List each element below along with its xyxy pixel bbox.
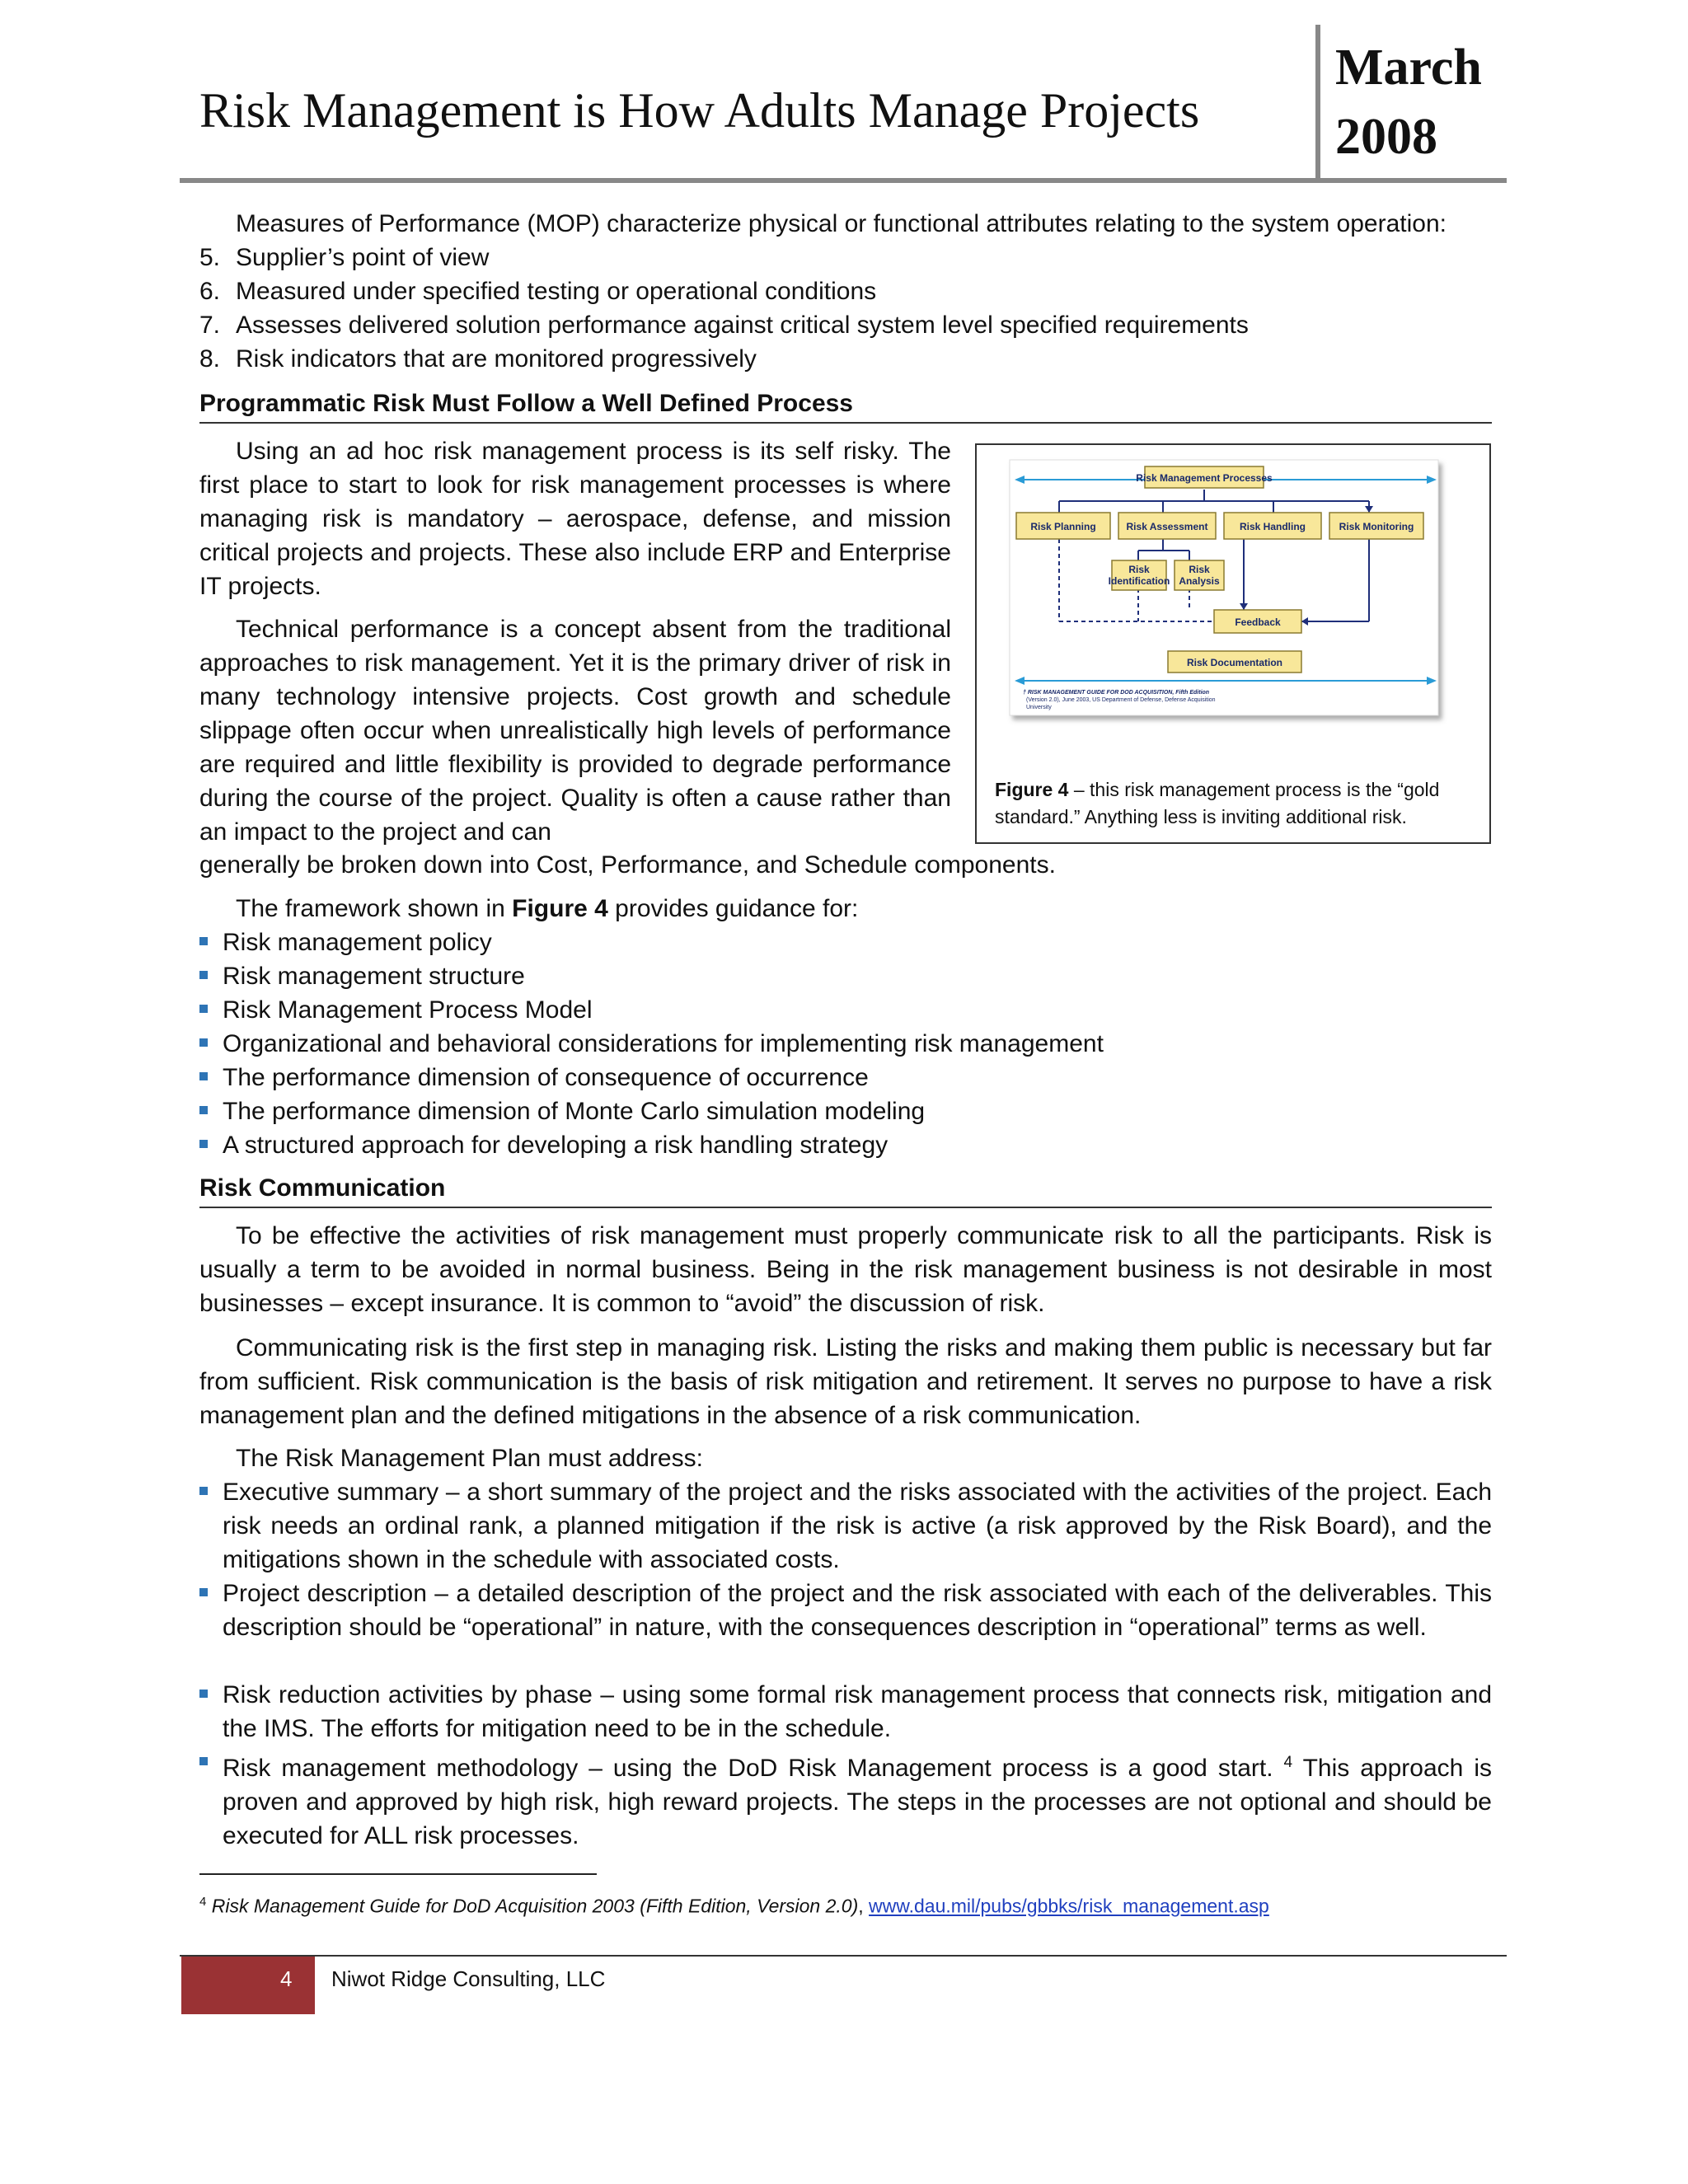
paragraph-effective: To be effective the activities of risk management must properly communicate risk to all the participants. Risk is usually a term to be avoided in normal business. Being in the risk management business is not desirable in most businesses – except insurance. It is common to “avoid” the discussion of risk. (199, 1222, 1492, 1317)
footer-page-box (181, 1957, 315, 2014)
risk-process-diagram (1006, 457, 1451, 729)
section-heading-communication: Risk Communication (199, 1172, 1492, 1208)
framework-intro (236, 892, 858, 926)
list-item (199, 1746, 1492, 1853)
header-divider (1315, 25, 1320, 181)
list-text (223, 1746, 1492, 1853)
diagram-source: (Version 2.0), June 2003, US Department of Defense, Defense Acquisition (1026, 697, 1216, 703)
list-number: 5. (199, 244, 221, 271)
list-text: A structured approach for developing a risk handling strategy (223, 1132, 889, 1159)
diagram-source: University (1026, 705, 1052, 710)
footnote (199, 1889, 1269, 1919)
section-heading-process: Programmatic Risk Must Follow a Well Defined Process (199, 387, 1492, 424)
paragraph-technical-performance-end: generally be broken down into Cost, Performance, and Schedule components. (199, 851, 1056, 879)
diagram-label: Analysis (1179, 575, 1220, 587)
list-number: 8. (199, 345, 221, 373)
figure-4 (975, 443, 1491, 844)
list-text: The performance dimension of consequence of occurrence (223, 1064, 869, 1091)
mop-intro: Measures of Performance (MOP) characterize physical or functional attributes relating to the system operation: (236, 210, 1447, 237)
diagram-label: Risk Planning (1030, 521, 1096, 532)
list-text: Risk management structure (223, 963, 525, 990)
bullet-square-icon (199, 1588, 208, 1596)
bullet-square-icon (199, 1757, 208, 1765)
list-number: 6. (199, 278, 221, 305)
bullet-square-icon (199, 971, 208, 979)
paragraph-communicating: Communicating risk is the first step in managing risk. Listing the risks and making them public is necessary but far from sufficient. Risk communication is the basis of risk mitigation and retirement. It serves no purpose to have a risk management plan and the defined mitigations in the absence of a risk communication. (199, 1334, 1492, 1429)
bullet-square-icon (199, 1106, 208, 1114)
paragraph-ad-hoc: Using an ad hoc risk management process is its self risky. The first place to start to look for risk management processes is where managing risk is mandatory – aerospace, defense, and mission critical projects and projects. These also include ERP and Enterprise IT projects. (199, 438, 951, 600)
diagram-label: Risk Assessment (1126, 521, 1208, 532)
diagram-source: † RISK MANAGEMENT GUIDE FOR DOD ACQUISITION, Fifth Edition (1023, 690, 1210, 696)
header-year: 2008 (1335, 109, 1437, 165)
page-header-title: Risk Management is How Adults Manage Projects (199, 83, 1200, 138)
diagram-label: Risk Documentation (1186, 657, 1283, 668)
footnote-text: Risk Management Guide for DoD Acquisition 2003 (Fifth Edition, Version 2.0) (211, 1895, 859, 1917)
footnote-number: 4 (199, 1895, 207, 1909)
list-item (199, 1678, 1492, 1746)
list-text: Assesses delivered solution performance against critical system level specified requirements (236, 312, 1249, 339)
list-text: Risk management policy (223, 929, 492, 956)
header-date (1335, 33, 1482, 171)
list-text: Executive summary – a short summary of the project and the risks associated with the activities of the project. Each risk needs an ordinal rank, a planned mitigation if the risk is active (a risk approved by the Risk Board), and the mitigations shown in the schedule with associated costs. (223, 1479, 1492, 1573)
list-text-post: This approach is proven and approved by high risk, high reward projects. The steps in the processes are not optional and should be executed for ALL risk processes. (223, 1755, 1493, 1849)
bullet-square-icon (199, 1072, 208, 1080)
diagram-label: Identification (1108, 575, 1170, 587)
framework-intro-pre: The framework shown in (236, 895, 513, 922)
list-text: Organizational and behavioral considerations for implementing risk management (223, 1030, 1104, 1057)
footnote-separator: , (858, 1895, 870, 1917)
diagram-label: Feedback (1235, 616, 1281, 628)
plan-intro: The Risk Management Plan must address: (236, 1445, 703, 1472)
footnote-rule (199, 1873, 597, 1875)
diagram-label: Risk (1189, 564, 1210, 575)
bullet-square-icon (199, 1487, 208, 1495)
bullet-square-icon (199, 1690, 208, 1698)
footnote-ref[interactable]: 4 (1283, 1754, 1293, 1771)
list-text: Measured under specified testing or operational conditions (236, 278, 877, 305)
header-rule (180, 178, 1507, 183)
bullet-square-icon (199, 1005, 208, 1013)
diagram-label: Risk (1128, 564, 1150, 575)
list-text: Risk indicators that are monitored progressively (236, 345, 757, 373)
page-number: 4 (280, 1966, 293, 1991)
list-text: The performance dimension of Monte Carlo simulation modeling (223, 1098, 926, 1125)
list-item (199, 1475, 1492, 1577)
footnote-link[interactable]: www.dau.mil/pubs/gbbks/risk_management.asp (869, 1895, 1269, 1917)
footer-rule (180, 1955, 1507, 1957)
figure-label: Figure 4 (995, 779, 1069, 800)
footer-company: Niwot Ridge Consulting, LLC (331, 1966, 606, 1991)
bullet-square-icon (199, 1038, 208, 1047)
list-text: Risk Management Process Model (223, 996, 593, 1024)
framework-intro-post: provides guidance for: (607, 895, 859, 922)
list-item (199, 1577, 1492, 1644)
figure-reference: Figure 4 (512, 895, 608, 922)
bullet-square-icon (199, 1140, 208, 1148)
paragraph-technical-performance: Technical performance is a concept absent from the traditional approaches to risk management. Yet it is the primary driver of risk in many technology intensive projects. Cost growth and schedule slippage often occur when unrealistically high levels of performance are required and little flexibility is provided to degrade performance during the course of the project. Quality is often a cause rather than an impact to the project and can (199, 616, 951, 846)
list-text-pre: Risk management methodology – using the DoD Risk Management process is a good start. (223, 1755, 1284, 1782)
figure-caption (995, 776, 1473, 831)
bullet-square-icon (199, 937, 208, 945)
diagram-label: Risk Management Processes (1136, 472, 1273, 484)
diagram-label: Risk Handling (1239, 521, 1306, 532)
list-text: Project description – a detailed description of the project and the risk associated with each of the deliverables. This description should be “operational” in nature, with the consequences description in “operational” terms as well. (223, 1580, 1492, 1641)
header-month: March (1335, 40, 1482, 96)
diagram-label: Risk Monitoring (1339, 521, 1414, 532)
list-text: Risk reduction activities by phase – using some formal risk management process that connects risk, mitigation and the IMS. The efforts for mitigation need to be in the schedule. (223, 1681, 1492, 1742)
list-text: Supplier’s point of view (236, 244, 490, 271)
list-number: 7. (199, 312, 221, 339)
figure-caption-text: – this risk management process is the “gold standard.” Anything less is inviting additional risk. (995, 779, 1440, 827)
